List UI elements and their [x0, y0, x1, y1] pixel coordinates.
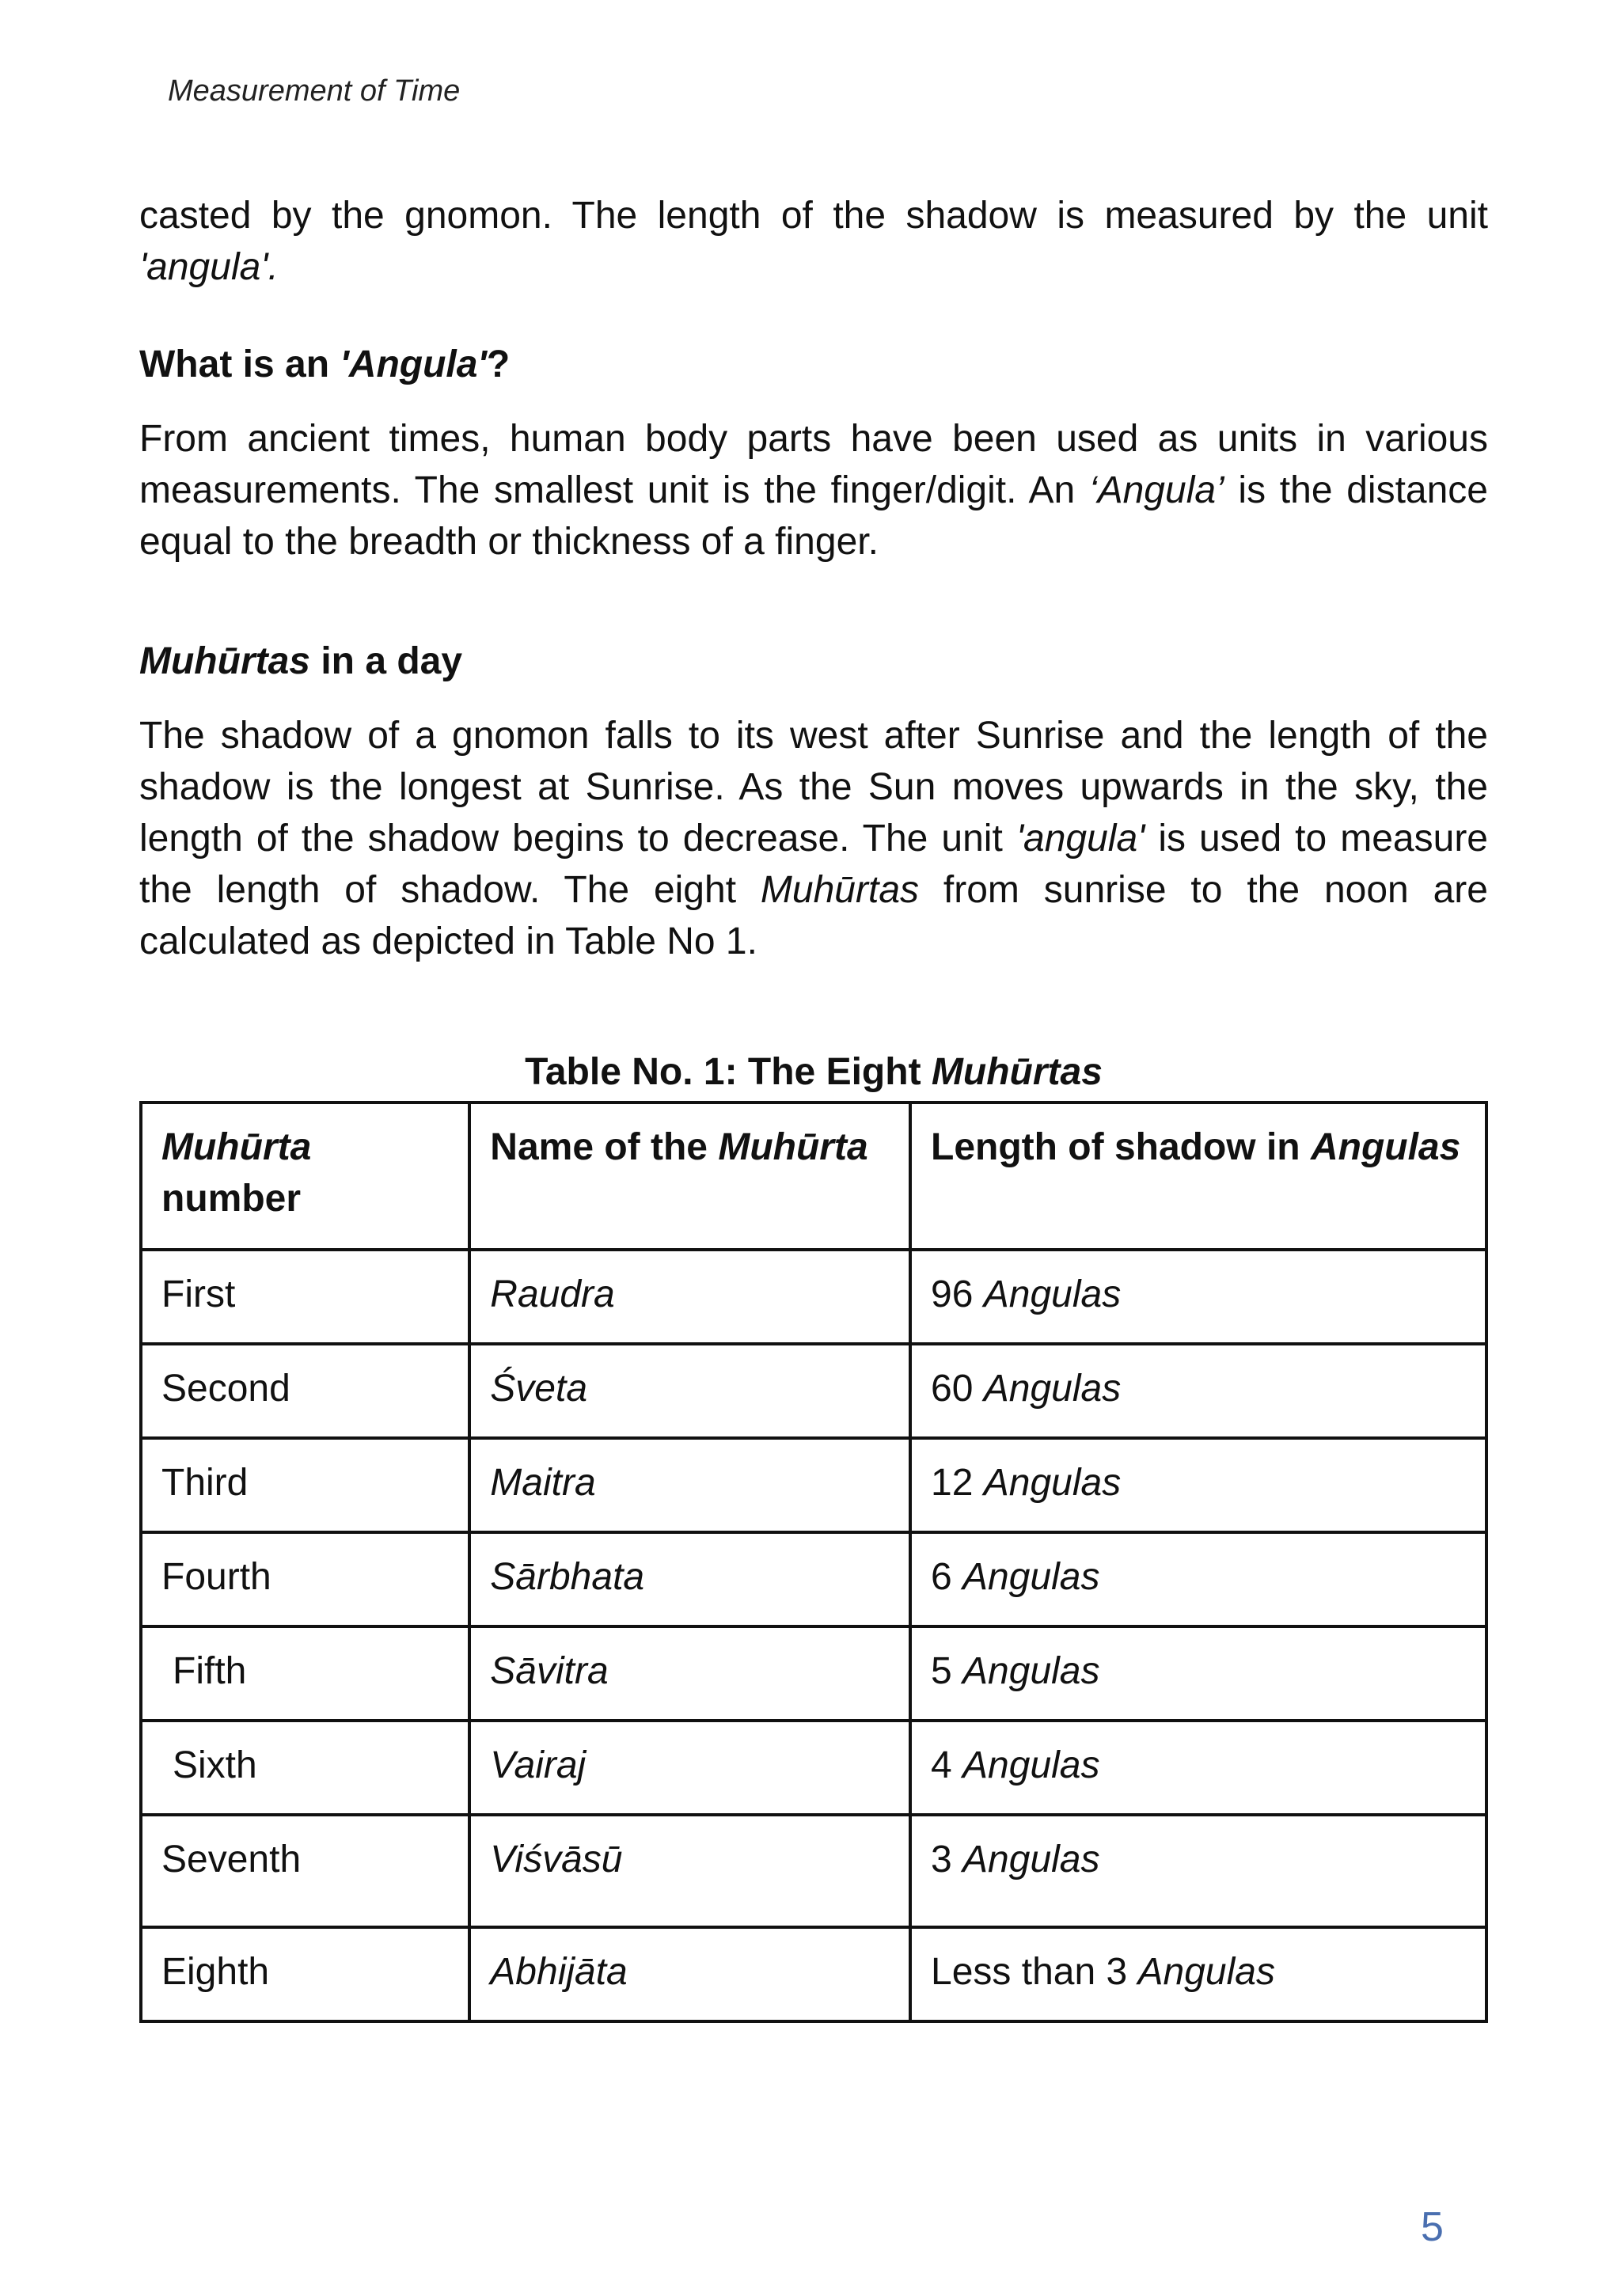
- cell-name: [469, 1250, 910, 1344]
- table-caption: [139, 1049, 1488, 1096]
- header-col3-term: Angulas: [1310, 1126, 1461, 1168]
- cell-length-value: 3: [931, 1839, 963, 1880]
- cell-length-unit: Angulas: [983, 1462, 1122, 1504]
- cell-length: [910, 1532, 1486, 1626]
- cell-name-text: Sāvitra: [490, 1650, 609, 1692]
- angula-heading-prefix: What is an: [139, 343, 340, 385]
- table-caption-prefix: Table No. 1: The Eight: [525, 1051, 932, 1093]
- cell-length-value: 96: [931, 1273, 984, 1315]
- muhurtas-heading: [139, 636, 1488, 687]
- table-row: [141, 1438, 1486, 1532]
- cell-name-text: Sārbhata: [490, 1556, 645, 1598]
- header-muhurta-number: [141, 1102, 469, 1250]
- cell-length-value: 12: [931, 1462, 984, 1504]
- cell-name: [469, 1721, 910, 1815]
- page-number: 5: [1421, 2204, 1444, 2250]
- cell-length-value: 5: [931, 1650, 963, 1692]
- cell-length: [910, 1626, 1486, 1721]
- cell-name: [469, 1532, 910, 1626]
- table-row: [141, 1250, 1486, 1344]
- cell-length-value: 6: [931, 1556, 963, 1598]
- angula-body-2: is the distance equal to the breadth or thickness of a finger.: [139, 469, 1488, 563]
- cell-name: [469, 1626, 910, 1721]
- header-col2-prefix: Name of the: [490, 1126, 719, 1168]
- page-content: [139, 190, 1488, 2023]
- angula-heading: [139, 339, 1488, 390]
- cell-number: Seventh: [141, 1815, 469, 1927]
- cell-length-value: 4: [931, 1744, 963, 1786]
- cell-length-unit: Angulas: [962, 1556, 1100, 1598]
- muhurtas-table: [139, 1101, 1488, 2023]
- angula-body-1: From ancient times, human body parts have been used as units in various measurements. The smallest unit is the finger/digit. An: [139, 418, 1488, 511]
- cell-number: Fourth: [141, 1532, 469, 1626]
- header-col2-term: Muhūrta: [718, 1126, 868, 1168]
- cell-name-text: Abhijāta: [490, 1951, 628, 1993]
- muhurtas-body-3: from sunrise to the noon are calculated as depicted in Table No 1.: [139, 869, 1488, 962]
- cell-length-unit: Angulas: [962, 1744, 1100, 1786]
- cell-name: [469, 1344, 910, 1438]
- angula-paragraph: [139, 413, 1488, 567]
- intro-paragraph: [139, 190, 1488, 293]
- cell-number: Sixth: [141, 1721, 469, 1815]
- cell-length-value: 60: [931, 1368, 984, 1410]
- muhurtas-body-2: is used to measure the length of shadow. The eight: [139, 818, 1488, 911]
- cell-number: First: [141, 1250, 469, 1344]
- header-col3-prefix: Length of shadow in: [931, 1126, 1311, 1168]
- table-row: [141, 1532, 1486, 1626]
- table-row: [141, 1344, 1486, 1438]
- muhurtas-heading-term: Muhūrtas: [139, 640, 310, 682]
- cell-length-unit: Angulas: [983, 1273, 1122, 1315]
- table-caption-term: Muhūrtas: [931, 1051, 1103, 1093]
- table-row: [141, 1721, 1486, 1815]
- angula-body-term: ‘Angula’: [1088, 469, 1224, 511]
- muhurtas-body-term-1: 'angula': [1015, 818, 1145, 860]
- cell-name: [469, 1438, 910, 1532]
- table-row: [141, 1815, 1486, 1927]
- table-row: [141, 1626, 1486, 1721]
- angula-heading-term: 'Angula': [340, 343, 487, 385]
- cell-name: [469, 1815, 910, 1927]
- cell-length: [910, 1721, 1486, 1815]
- header-col1-suffix: number: [161, 1178, 302, 1220]
- cell-number: Third: [141, 1438, 469, 1532]
- cell-name: [469, 1927, 910, 2021]
- cell-length: [910, 1250, 1486, 1344]
- cell-number: Eighth: [141, 1927, 469, 2021]
- header-muhurta-name: [469, 1102, 910, 1250]
- cell-length-unit: Angulas: [962, 1839, 1100, 1880]
- cell-length-value: Less than 3: [931, 1951, 1138, 1993]
- header-col1-term: Muhūrta: [161, 1126, 312, 1168]
- cell-name-text: Vairaj: [490, 1744, 587, 1786]
- muhurtas-body-1: The shadow of a gnomon falls to its west after Sunrise and the length of the shadow is the longest at Sunrise. As the Sun moves upwards in the sky, the length of the shadow begins to decrease. The unit: [139, 715, 1488, 860]
- muhurtas-body-term-2: Muhūrtas: [760, 869, 920, 911]
- header-shadow-length: [910, 1102, 1486, 1250]
- cell-length-unit: Angulas: [962, 1650, 1100, 1692]
- cell-length: [910, 1344, 1486, 1438]
- muhurtas-heading-suffix: in a day: [310, 640, 463, 682]
- cell-name-text: Maitra: [490, 1462, 596, 1504]
- cell-name-text: Śveta: [490, 1368, 588, 1410]
- table-row: [141, 1927, 1486, 2021]
- angula-heading-suffix: ?: [486, 343, 511, 385]
- cell-length: [910, 1438, 1486, 1532]
- intro-term: 'angula'.: [139, 246, 279, 288]
- table-header-row: [141, 1102, 1486, 1250]
- cell-name-text: Viśvāsū: [490, 1839, 623, 1880]
- cell-number: Fifth: [141, 1626, 469, 1721]
- cell-length: [910, 1815, 1486, 1927]
- intro-text: casted by the gnomon. The length of the shadow is measured by the unit: [139, 195, 1488, 237]
- muhurtas-paragraph: [139, 710, 1488, 967]
- cell-length-unit: Angulas: [983, 1368, 1122, 1410]
- cell-name-text: Raudra: [490, 1273, 615, 1315]
- cell-length-unit: Angulas: [1137, 1951, 1275, 1993]
- running-header: Measurement of Time: [168, 74, 461, 108]
- cell-length: [910, 1927, 1486, 2021]
- cell-number: Second: [141, 1344, 469, 1438]
